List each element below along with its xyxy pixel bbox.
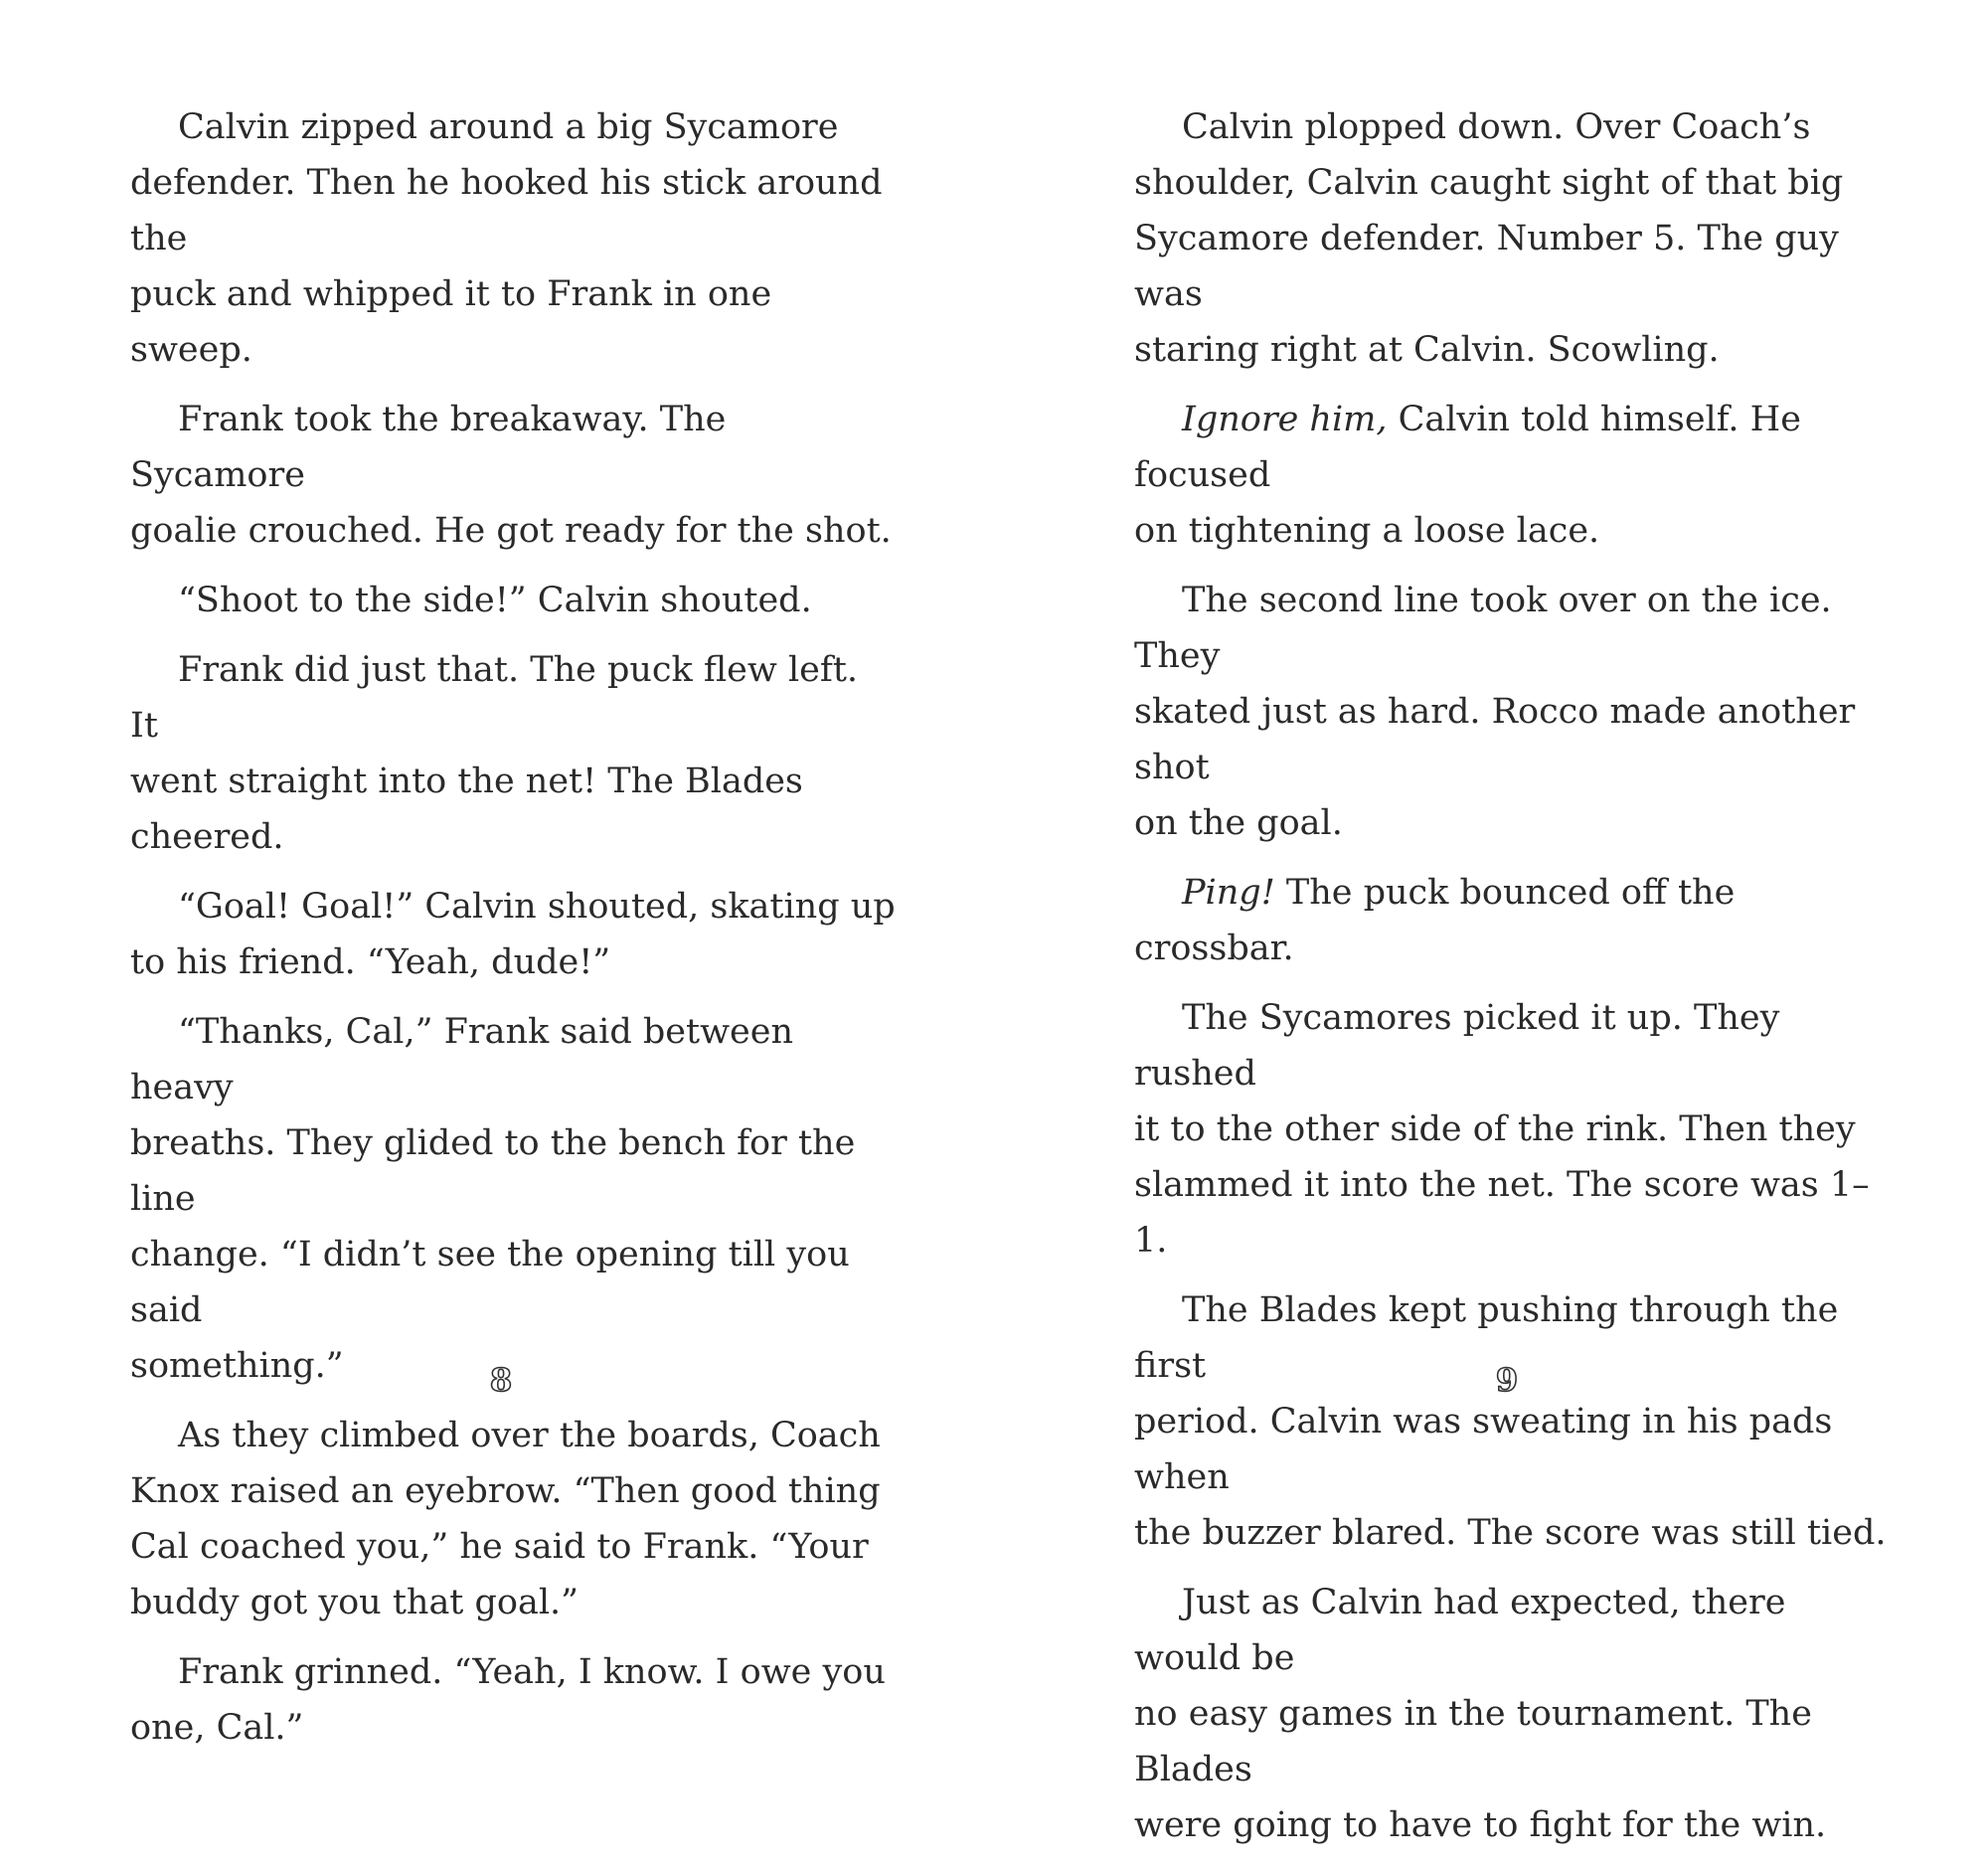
paragraph-text: The puck bounced off the crossbar.: [1134, 873, 1736, 968]
paragraph: Frank grinned. “Yeah, I know. I owe you one, Cal.”: [130, 1652, 886, 1748]
paragraph: As they climbed over the boards, Coach Knox raised an eyebrow. “Then good thing Cal coached you,” he said to Frank. “Your buddy got you that goal.”: [130, 1416, 881, 1622]
right-page: [1134, 99, 1900, 1867]
paragraph: Calvin zipped around a big Sycamore defender. Then he hooked his stick around the puck and whipped it to Frank in one sweep.: [130, 107, 883, 370]
page-number-left: 8: [489, 1361, 513, 1399]
paragraph: “Goal! Goal!” Calvin shouted, skating up to his friend. “Yeah, dude!”: [130, 887, 896, 982]
paragraph: The Sycamores picked it up. They rushed it to the other side of the rink. Then they slammed it into the net. The score was 1–1.: [1134, 998, 1870, 1261]
paragraph: [1134, 392, 1900, 559]
paragraph: Calvin plopped down. Over Coach’s shoulder, Calvin caught sight of that big Sycamore defender. Number 5. The guy was staring right at Calvin. Scowling.: [1134, 107, 1844, 370]
page-number-right: 9: [1495, 1361, 1519, 1399]
left-page: [130, 99, 896, 1770]
paragraph: Frank did just that. The puck flew left. It went straight into the net! The Blades cheered.: [130, 650, 859, 857]
italic-phrase: Ping!: [1182, 873, 1275, 913]
paragraph: “Shoot to the side!” Calvin shouted.: [178, 581, 812, 620]
paragraph: “Thanks, Cal,” Frank said between heavy breaths. They glided to the bench for the line change. “I didn’t see the opening till you said something.”: [130, 1012, 856, 1386]
italic-phrase: Ignore him,: [1182, 400, 1388, 439]
paragraph: The second line took over on the ice. They skated just as hard. Rocco made another shot on the goal.: [1134, 581, 1856, 843]
paragraph: Frank took the breakaway. The Sycamore goalie crouched. He got ready for the shot.: [130, 400, 892, 551]
paragraph-text: Calvin told himself. He focused on tightening a loose lace.: [1134, 400, 1801, 551]
paragraph: The Blades kept pushing through the first period. Calvin was sweating in his pads when the buzzer blared. The score was still tied.: [1134, 1290, 1887, 1553]
paragraph: [1134, 865, 1900, 976]
paragraph: Just as Calvin had expected, there would be no easy games in the tournament. The Blades were going to have to fight for the win.: [1134, 1583, 1827, 1845]
